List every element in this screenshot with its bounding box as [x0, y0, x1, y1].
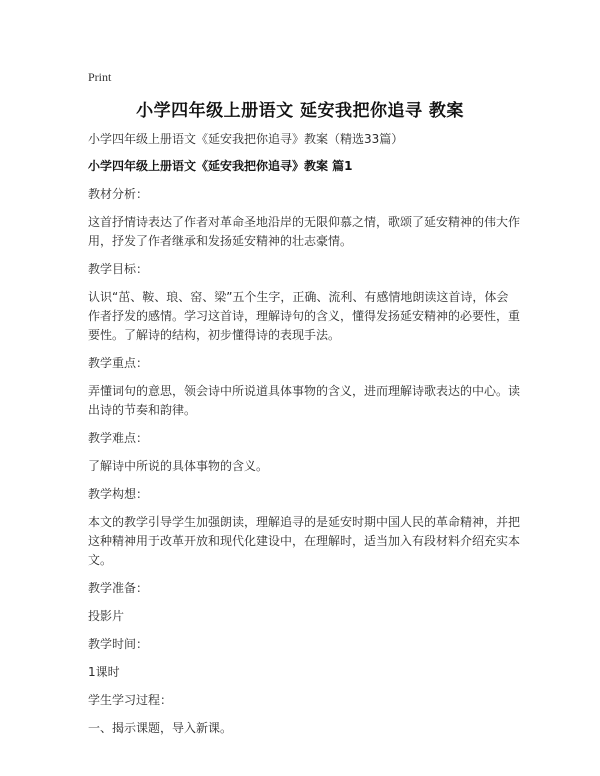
- section-title: 小学四年级上册语文《延安我把你追寻》教案 篇1: [88, 159, 353, 173]
- page-title: 小学四年级上册语文 延安我把你追寻 教案: [136, 101, 464, 121]
- text-difficulties: 了解诗中所说的具体事物的含义。: [88, 459, 269, 473]
- text-teaching-concept: 本文的教学引导学生加强朗读，理解追寻的是延安时期中国人民的革命精神，并把这种精神用于改革开放和现代化建设中，在理解时，适当加入有段材料介绍充实本文。: [88, 515, 521, 567]
- text-key-points: 弄懂词句的意思，领会诗中所说道具体事物的含义，进而理解诗歌表达的中心。读出诗的节奏和韵律。: [88, 384, 521, 417]
- label-learning-process: 学生学习过程：: [88, 693, 173, 707]
- text-textbook-analysis: 这首抒情诗表达了作者对革命圣地沿岸的无限仰慕之情，歌颂了延安精神的伟大作用，抒发了作者继承和发扬延安精神的壮志豪情。: [88, 215, 521, 248]
- label-difficulties: 教学难点：: [88, 431, 149, 445]
- label-teaching-concept: 教学构想：: [88, 487, 149, 501]
- print-label: Print: [88, 70, 112, 84]
- text-preparation: 投影片: [88, 609, 125, 623]
- document-body: [88, 130, 520, 747]
- label-preparation: 教学准备：: [88, 581, 149, 595]
- text-teaching-time: 1课时: [88, 665, 120, 679]
- text-learning-step-1: 一、揭示课题，导入新课。: [88, 721, 233, 735]
- label-teaching-goals: 教学目标：: [88, 262, 149, 276]
- label-teaching-time: 教学时间：: [88, 637, 149, 651]
- label-textbook-analysis: 教材分析：: [88, 187, 149, 201]
- text-teaching-goals: 认识“茁、鞍、琅、窑、梁”五个生字，正确、流利、有感情地朗读这首诗，体会作者抒发的感情。学习这首诗，理解诗句的含义，懂得发扬延安精神的必要性，重要性。了解诗的结构，初步懂得诗的表现手法。: [88, 290, 521, 342]
- label-key-points: 教学重点：: [88, 356, 149, 370]
- document-subtitle: 小学四年级上册语文《延安我把你追寻》教案（精选33篇）: [88, 132, 404, 146]
